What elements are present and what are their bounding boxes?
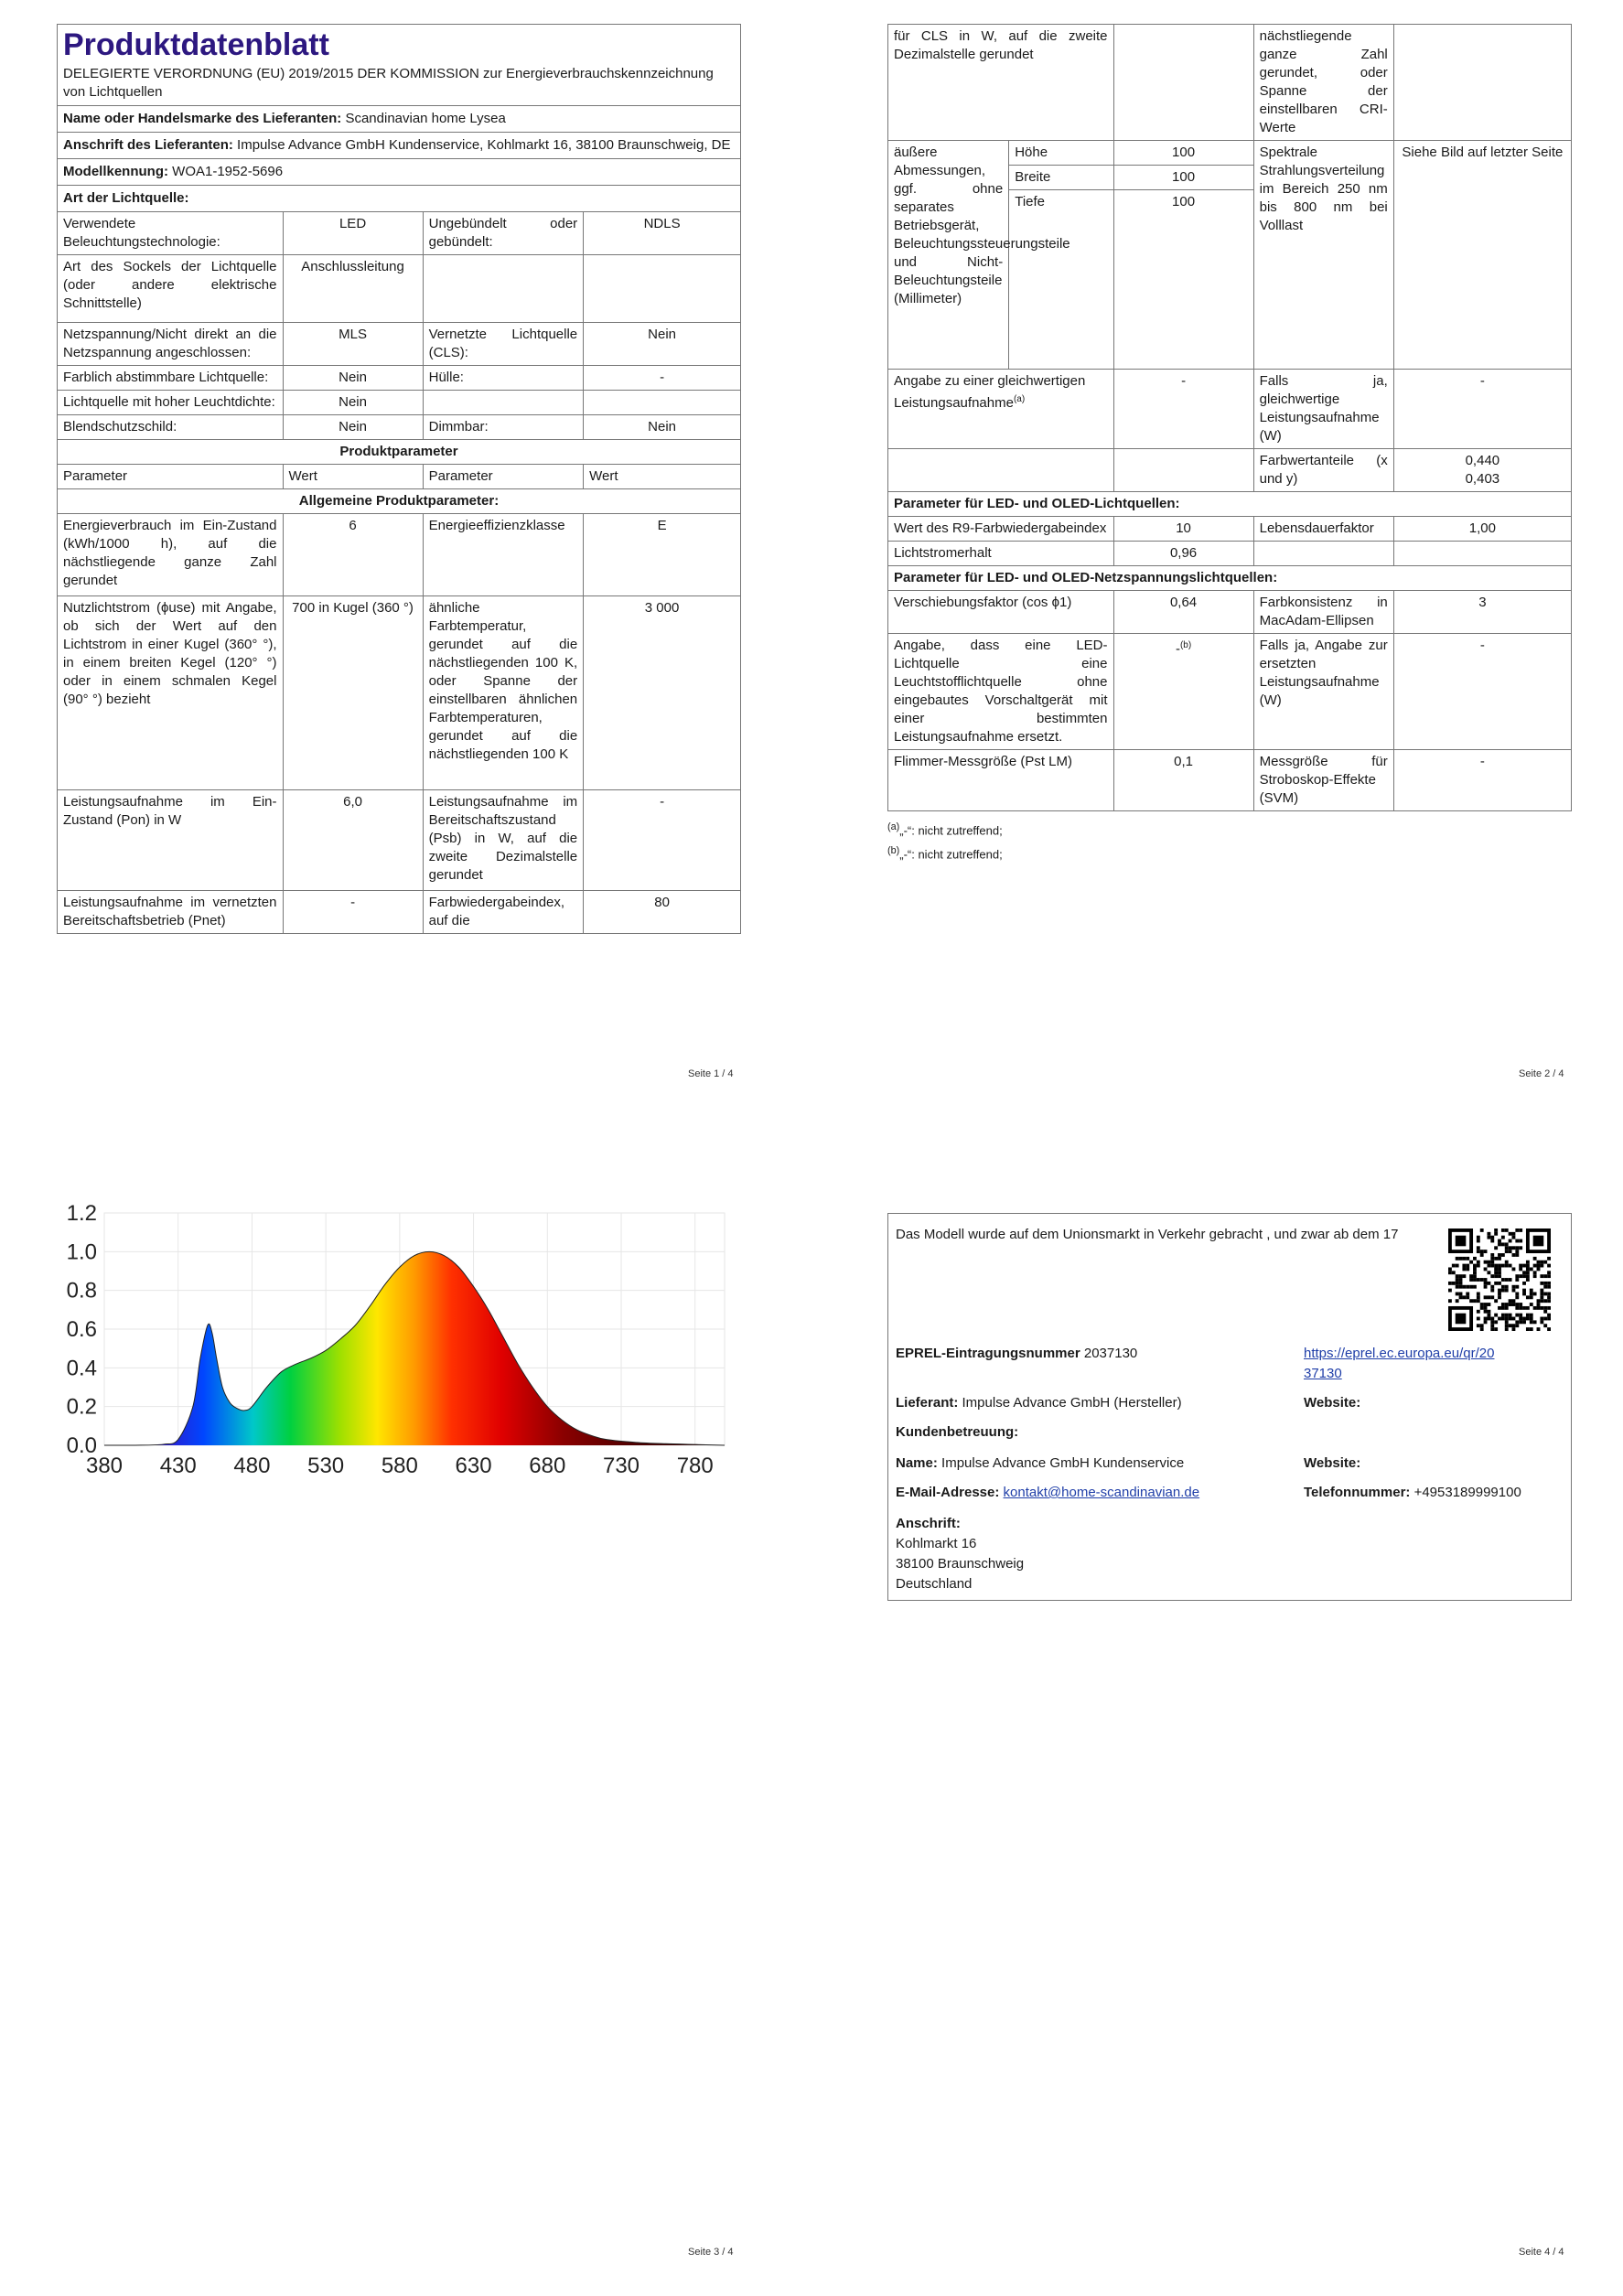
y-tick-label: 0.6 xyxy=(66,1317,97,1342)
table-row xyxy=(888,591,1572,634)
supplier-address-row xyxy=(58,132,740,158)
product-params-heading: Produktparameter xyxy=(58,440,741,465)
parameter-table xyxy=(57,211,741,934)
r9-value: 10 xyxy=(1113,517,1253,542)
eprel-link[interactable] xyxy=(1304,1344,1494,1384)
table-row xyxy=(58,255,741,323)
eprel-row xyxy=(896,1344,1137,1364)
y-tick-label: 1.0 xyxy=(66,1239,97,1265)
supplier-name-row xyxy=(58,105,740,132)
dimension-width-value: 100 xyxy=(1113,166,1253,190)
displacement-factor-value: 0,64 xyxy=(1113,591,1253,634)
footnote-b xyxy=(887,841,1572,864)
table-row xyxy=(58,212,741,255)
equiv-power-label xyxy=(888,370,1114,449)
address-line: Deutschland xyxy=(896,1576,973,1592)
footnote-a xyxy=(887,817,1572,841)
x-tick-label: 430 xyxy=(159,1454,197,1473)
displacement-factor-label: Verschiebungsfaktor (cos ϕ1) xyxy=(888,591,1114,634)
eprel-link-line-1[interactable]: https://eprel.ec.europa.eu/qr/20 xyxy=(1304,1346,1495,1361)
supplier-row xyxy=(896,1393,1182,1413)
general-params-heading: Allgemeine Produktparameter: xyxy=(58,489,741,514)
phone-row xyxy=(1304,1483,1521,1503)
chromaticity-value xyxy=(1393,449,1571,492)
led-replacement-value-text: - xyxy=(1175,641,1180,657)
lifetime-factor-value: 1,00 xyxy=(1393,517,1571,542)
parameter-cell: Verwendete Beleuchtungstechnologie: xyxy=(58,212,284,255)
parameter-cell: Leistungsaufnahme im Bereitschaftszustand (Psb) in W, auf die zweite Dezimalstelle gerundet xyxy=(423,790,584,891)
table-row xyxy=(888,492,1572,517)
y-tick-label: 0.8 xyxy=(66,1278,97,1304)
value-cell: - xyxy=(584,790,741,891)
flicker-value: 0,1 xyxy=(1113,750,1253,811)
address-line: Kohlmarkt 16 xyxy=(896,1536,977,1551)
value-cell: Nein xyxy=(283,415,423,440)
dimension-height-label: Höhe xyxy=(1009,141,1113,166)
color-consistency-label: Farbkonsistenz in MacAdam-Ellipsen xyxy=(1253,591,1393,634)
dimension-depth-label: Tiefe xyxy=(1009,190,1113,370)
value-cell: 700 in Kugel (360 °) xyxy=(283,596,423,790)
parameter-cell: Farblich abstimmbare Lichtquelle: xyxy=(58,366,284,391)
x-tick-label: 580 xyxy=(381,1454,418,1473)
value-cell: - xyxy=(283,891,423,934)
email-label: E-Mail-Adresse: xyxy=(896,1485,1000,1500)
mains-params-heading: Parameter für LED- und OLED-Netzspannungslichtquellen: xyxy=(888,566,1572,591)
parameter-cell: Dimmbar: xyxy=(423,415,584,440)
table-row xyxy=(888,449,1572,492)
page-2 xyxy=(887,24,1572,865)
value-cell: LED xyxy=(283,212,423,255)
table-row xyxy=(58,391,741,415)
value-cell: Nein xyxy=(283,366,423,391)
value-cell: 80 xyxy=(584,891,741,934)
footnote-a-text: „-“: nicht zutreffend; xyxy=(899,823,1003,838)
product-params-heading-row xyxy=(58,440,741,465)
eprel-link-line-2[interactable]: 37130 xyxy=(1304,1366,1342,1381)
spectral-distribution-chart xyxy=(51,1198,743,1477)
y-tick-label: 0.2 xyxy=(66,1394,97,1420)
service-name-label: Name: xyxy=(896,1455,938,1471)
x-tick-label: 730 xyxy=(602,1454,640,1473)
led-replacement-value xyxy=(1113,634,1253,750)
supplier-label: Lieferant: xyxy=(896,1395,959,1411)
spectral-label: Spektrale Strahlungsverteilung im Bereich 250 nm bis 800 nm bei Volllast xyxy=(1253,141,1393,370)
r9-label: Wert des R9-Farbwiedergabeindex xyxy=(888,517,1114,542)
x-tick-label: 480 xyxy=(233,1454,271,1473)
model-row xyxy=(58,158,740,185)
supplier-info-box xyxy=(887,1213,1572,1601)
footnote-mark: (b) xyxy=(1179,640,1192,650)
email-row xyxy=(896,1483,1199,1503)
footnotes xyxy=(887,817,1572,865)
parameter-cell xyxy=(423,391,584,415)
supplier-name-value: Scandinavian home Lysea xyxy=(345,111,506,126)
chromaticity-y: 0,403 xyxy=(1465,471,1500,487)
cell-empty xyxy=(1393,25,1571,141)
lifetime-factor-label: Lebensdauerfaktor xyxy=(1253,517,1393,542)
value-cell: 6,0 xyxy=(283,790,423,891)
address-label: Anschrift: xyxy=(896,1516,961,1531)
color-consistency-value: 3 xyxy=(1393,591,1571,634)
col-header-value: Wert xyxy=(584,465,741,489)
table-row xyxy=(58,366,741,391)
page-1 xyxy=(57,24,741,934)
dimension-width-label: Breite xyxy=(1009,166,1113,190)
value-cell: E xyxy=(584,514,741,596)
website-label: Website: xyxy=(1304,1455,1361,1471)
flicker-label: Flimmer-Messgröße (Pst LM) xyxy=(888,750,1114,811)
general-params-heading-row xyxy=(58,489,741,514)
parameter-cell: Farbwiedergabeindex, auf die xyxy=(423,891,584,934)
table-row xyxy=(58,415,741,440)
cri-label: nächstliegende ganze Zahl gerundet, oder Spanne der einstellbaren CRI-Werte xyxy=(1253,25,1393,141)
spectral-value: Siehe Bild auf letzter Seite xyxy=(1393,141,1571,370)
led-replacement-label: Angabe, dass eine LED-Lichtquelle eine Leuchtstofflichtquelle ohne eingebautes Vorschaltgerät mit einer bestimmten Leistungsaufnahme ersetzt. xyxy=(888,634,1114,750)
service-name-value: Impulse Advance GmbH Kundenservice xyxy=(941,1455,1185,1471)
supplier-address-value: Impulse Advance GmbH Kundenservice, Kohlmarkt 16, 38100 Braunschweig, DE xyxy=(237,137,731,153)
parameter-cell: ähnliche Farbtemperatur, gerundet auf die nächstliegenden 100 K, oder Spanne der einstellbaren ähnlichen Farbtemperaturen, gerundet auf die nächstliegenden 100 K xyxy=(423,596,584,790)
header-box xyxy=(57,24,741,212)
dimension-depth-value: 100 xyxy=(1113,190,1253,370)
supplier-value: Impulse Advance GmbH (Hersteller) xyxy=(962,1395,1182,1411)
led-params-heading: Parameter für LED- und OLED-Lichtquellen: xyxy=(888,492,1572,517)
equiv-yes-label: Falls ja, gleichwertige Leistungsaufnahme (W) xyxy=(1253,370,1393,449)
equiv-power-value: - xyxy=(1113,370,1253,449)
customer-service-label: Kundenbetreuung: xyxy=(896,1424,1019,1440)
parameter-cell: Lichtquelle mit hoher Leuchtdichte: xyxy=(58,391,284,415)
model-value: WOA1-1952-5696 xyxy=(172,164,284,179)
cell-empty xyxy=(1113,25,1253,141)
column-header-row xyxy=(58,465,741,489)
table-row xyxy=(58,891,741,934)
address-block xyxy=(896,1534,1024,1594)
replaced-power-value: - xyxy=(1393,634,1571,750)
x-tick-label: 380 xyxy=(85,1454,124,1473)
page-number: Seite 1 / 4 xyxy=(688,1068,734,1079)
parameter-cell: Nutzlichtstrom (ϕuse) mit Angabe, ob sich der Wert auf den Lichtstrom in einer Kugel (360° °), in einem breiten Kegel (120° °) oder in einem schmalen Kegel (90° °) bezieht xyxy=(58,596,284,790)
value-cell xyxy=(584,255,741,323)
address-line: 38100 Braunschweig xyxy=(896,1556,1025,1572)
replaced-power-label: Falls ja, Angabe zur ersetzten Leistungsaufnahme (W) xyxy=(1253,634,1393,750)
value-cell: NDLS xyxy=(584,212,741,255)
phone-value: +4953189999100 xyxy=(1413,1485,1521,1500)
parameter-cell xyxy=(423,255,584,323)
dimension-height-value: 100 xyxy=(1113,141,1253,166)
parameter-table-continued xyxy=(887,24,1572,811)
x-tick-label: 530 xyxy=(307,1454,345,1473)
x-tick-label: 680 xyxy=(529,1454,566,1473)
parameter-cell: Netzspannung/Nicht direkt an die Netzspannung angeschlossen: xyxy=(58,323,284,366)
footnote-a-mark: (a) xyxy=(887,821,900,832)
page-4 xyxy=(887,1213,1572,1601)
page-number: Seite 4 / 4 xyxy=(1519,2247,1564,2258)
x-tick-label: 630 xyxy=(455,1454,492,1473)
cell-empty xyxy=(888,449,1114,492)
website-label: Website: xyxy=(1304,1395,1361,1411)
page-3 xyxy=(51,1198,743,1473)
table-row xyxy=(58,790,741,891)
service-name-row xyxy=(896,1454,1184,1474)
value-cell: 6 xyxy=(283,514,423,596)
parameter-cell: Leistungsaufnahme im Ein-Zustand (Pon) in W xyxy=(58,790,284,891)
parameter-cell: Hülle: xyxy=(423,366,584,391)
y-tick-label: 0.4 xyxy=(66,1356,97,1381)
value-cell: - xyxy=(584,366,741,391)
table-row xyxy=(888,750,1572,811)
regulation-text: DELEGIERTE VERORDNUNG (EU) 2019/2015 DER KOMMISSION zur Energieverbrauchskennzeichnung von Lichtquellen xyxy=(63,66,714,100)
footnote-b-mark: (b) xyxy=(887,845,900,857)
spectrum-area xyxy=(104,1251,725,1445)
parameter-cell: Art des Sockels der Lichtquelle (oder andere elektrische Schnittstelle) xyxy=(58,255,284,323)
lumen-maintenance-value: 0,96 xyxy=(1113,542,1253,566)
page-title: Produktdatenblatt xyxy=(63,27,329,62)
page-number: Seite 3 / 4 xyxy=(688,2247,734,2258)
eprel-value: 2037130 xyxy=(1083,1346,1138,1361)
chromaticity-x: 0,440 xyxy=(1465,453,1500,468)
model-label: Modellkennung: xyxy=(63,164,168,179)
value-cell: Nein xyxy=(584,323,741,366)
equiv-yes-value: - xyxy=(1393,370,1571,449)
parameter-cell: Blendschutzschild: xyxy=(58,415,284,440)
col-header-parameter: Parameter xyxy=(58,465,284,489)
chromaticity-label: Farbwertanteile (x und y) xyxy=(1253,449,1393,492)
table-row xyxy=(888,370,1572,449)
email-link[interactable]: kontakt@home-scandinavian.de xyxy=(1003,1485,1200,1500)
lumen-maintenance-label: Lichtstromerhalt xyxy=(888,542,1114,566)
parameter-cell: Energieverbrauch im Ein-Zustand (kWh/1000 h), auf die nächstliegende ganze Zahl gerundet xyxy=(58,514,284,596)
footnote-mark: (a) xyxy=(1013,394,1026,404)
footnote-b-text: „-“: nicht zutreffend; xyxy=(899,847,1003,862)
stroboscopic-value: - xyxy=(1393,750,1571,811)
chart-svg xyxy=(51,1198,743,1473)
supplier-name-label: Name oder Handelsmarke des Lieferanten: xyxy=(63,111,342,126)
col-header-value: Wert xyxy=(283,465,423,489)
value-cell xyxy=(584,391,741,415)
table-row xyxy=(58,514,741,596)
value-cell: Nein xyxy=(584,415,741,440)
parameter-cell: Leistungsaufnahme im vernetzten Bereitschaftsbetrieb (Pnet) xyxy=(58,891,284,934)
cls-power-label: für CLS in W, auf die zweite Dezimalstelle gerundet xyxy=(888,25,1114,141)
dimensions-label: äußere Abmessungen, ggf. ohne separates Betriebsgerät, Beleuchtungssteuerungsteile und Nicht-Beleuchtungsteile (Millimeter) xyxy=(888,141,1009,370)
market-date-text: Das Modell wurde auf dem Unionsmarkt in Verkehr gebracht , und zwar ab dem 17 xyxy=(896,1227,1399,1242)
eprel-label: EPREL-Eintragungsnummer xyxy=(896,1346,1080,1361)
y-tick-label: 1.2 xyxy=(66,1201,97,1226)
cell-empty xyxy=(1253,542,1393,566)
value-cell: Nein xyxy=(283,391,423,415)
table-row xyxy=(58,596,741,790)
supplier-address-label: Anschrift des Lieferanten: xyxy=(63,137,233,153)
value-cell: 3 000 xyxy=(584,596,741,790)
page-number: Seite 2 / 4 xyxy=(1519,1068,1564,1079)
table-row xyxy=(888,542,1572,566)
parameter-cell: Ungebündelt oder gebündelt: xyxy=(423,212,584,255)
y-tick-label: 0.0 xyxy=(66,1433,97,1458)
x-tick-label: 780 xyxy=(676,1454,714,1473)
value-cell: Anschlussleitung xyxy=(283,255,423,323)
table-row xyxy=(888,141,1572,166)
cell-empty xyxy=(1113,449,1253,492)
table-row xyxy=(58,323,741,366)
table-row xyxy=(888,25,1572,141)
col-header-parameter: Parameter xyxy=(423,465,584,489)
qr-code-icon[interactable] xyxy=(1448,1228,1551,1331)
value-cell: MLS xyxy=(283,323,423,366)
parameter-cell: Energieeffizienzklasse xyxy=(423,514,584,596)
equiv-power-label-text: Angabe zu einer gleichwertigen Leistungsaufnahme xyxy=(894,373,1086,411)
phone-label: Telefonnummer: xyxy=(1304,1485,1411,1500)
table-row xyxy=(888,566,1572,591)
table-row xyxy=(888,517,1572,542)
table-row xyxy=(888,634,1572,750)
light-source-type-heading: Art der Lichtquelle: xyxy=(58,185,740,211)
cell-empty xyxy=(1393,542,1571,566)
stroboscopic-label: Messgröße für Stroboskop-Effekte (SVM) xyxy=(1253,750,1393,811)
parameter-cell: Vernetzte Lichtquelle (CLS): xyxy=(423,323,584,366)
